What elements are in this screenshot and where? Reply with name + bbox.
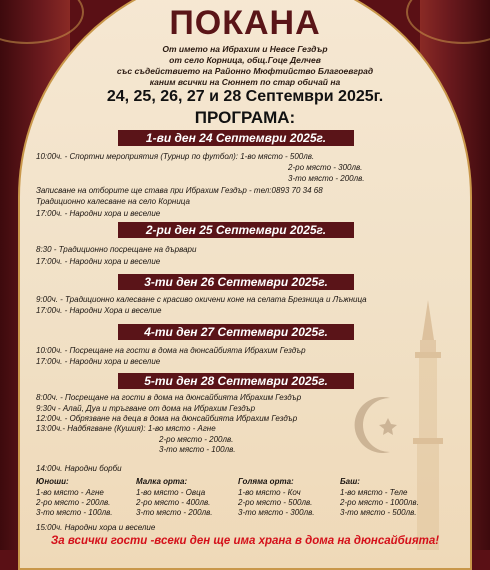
program-line: 17:00ч. - Народни Хора и веселие xyxy=(36,306,162,315)
program-line: 15:00ч. Народни хора и веселие xyxy=(36,523,156,532)
program-line: Записване на отборите ще става при Ибрахим Гездър - тел:0893 70 34 68 xyxy=(36,186,323,195)
wrestling-prize: 1-во място - Теле xyxy=(340,488,408,497)
wrestling-prize: 3-то място - 200лв. xyxy=(136,508,213,517)
day-3-header: 3-ти ден 26 Септември 2025г. xyxy=(118,274,354,290)
wrestling-category: Баш: xyxy=(340,477,360,486)
program-line: 3-то място - 200лв. xyxy=(288,174,365,183)
page-title: ПОКАНА xyxy=(169,4,321,42)
program-line: Традиционно калесване на село Корница xyxy=(36,197,190,206)
intro-line: От името на Ибрахим и Невсе Гездър xyxy=(162,44,328,54)
program-line: 9:00ч. - Традиционно калесване с красиво окичени коне на селата Брезница и Лъжница xyxy=(36,295,367,304)
program-line: 12:00ч. - Обрязване на деца в дома на дюнсайбията Ибрахим Гездър xyxy=(36,414,298,423)
program-line: 2-ро място - 200лв. xyxy=(159,435,234,444)
day-5-header: 5-ти ден 28 Септември 2025г. xyxy=(118,373,354,389)
wrestling-prize: 1-во място - Коч xyxy=(238,488,301,497)
program-line: 17:00ч. - Народни хора и веселие xyxy=(36,357,161,366)
program-line: 2-ро място - 300лв. xyxy=(288,163,363,172)
intro-line: каним всички на Сюннет по стар обичай на xyxy=(149,77,341,87)
wrestling-prize: 3-то място - 300лв. xyxy=(238,508,315,517)
program-line: 10:00ч. - Посрещане на гости в дома на дюнсайбията Ибрахим Гездър xyxy=(36,346,306,355)
program-line: 8:00ч. - Посрещане на гости в дома на дюнсайбията Ибрахим Гездър xyxy=(36,393,302,402)
day-4-header: 4-ти ден 27 Септември 2025г. xyxy=(118,324,354,340)
intro-line: от село Корница, общ.Гоце Делчев xyxy=(169,55,321,65)
program-heading: ПРОГРАМА: xyxy=(194,108,296,127)
program-line: 17:00ч. - Народни хора и веселие xyxy=(36,257,161,266)
wrestling-prize: 3-то място - 500лв. xyxy=(340,508,417,517)
intro-line: със съдействието на Районно Мюфтийство Благоевград xyxy=(116,66,374,76)
wrestling-prize: 1-во място - Овца xyxy=(136,488,206,497)
day-2-header: 2-ри ден 25 Септември 2025г. xyxy=(118,222,354,238)
program-line: 9:30ч - Алай, Дуа и тръгване от дома на Ибрахим Гездър xyxy=(36,404,256,413)
wrestling-prize: 2-ро място - 500лв. xyxy=(238,498,313,507)
program-line: 8:30 - Традиционно посрещане на дървари xyxy=(36,245,197,254)
food-notice: За всички гости -всеки ден ще има храна в дома на дюнсайбията! xyxy=(50,535,440,547)
program-line: 10:00ч. - Спортни мероприятия (Турнир по футбол): 1-во място - 500лв. xyxy=(36,152,315,161)
program-line: 17:00ч. - Народни хора и веселие xyxy=(36,209,161,218)
wrestling-category: Юноши: xyxy=(36,477,69,486)
wrestling-prize: 3-то място - 100лв. xyxy=(36,508,113,517)
program-line: 14:00ч. Народни борби xyxy=(36,464,122,473)
wrestling-category: Голяма орта: xyxy=(238,477,294,486)
wrestling-prize: 2-ро място - 1000лв. xyxy=(340,498,419,507)
program-line: 3-то място - 100лв. xyxy=(159,445,236,454)
event-dates: 24, 25, 26, 27 и 28 Септември 2025г. xyxy=(106,88,384,105)
wrestling-category: Малка орта: xyxy=(136,477,188,486)
wrestling-prize: 1-во място - Агне xyxy=(36,488,104,497)
program-line: 13:00ч.- Надбягване (Кушия): 1-во място - Агне xyxy=(36,424,216,433)
wrestling-prize: 2-ро място - 400лв. xyxy=(136,498,211,507)
crescent-moon-icon xyxy=(350,392,416,458)
day-1-header: 1-ви ден 24 Септември 2025г. xyxy=(118,130,354,146)
wrestling-prize: 2-ро място - 200лв. xyxy=(36,498,111,507)
